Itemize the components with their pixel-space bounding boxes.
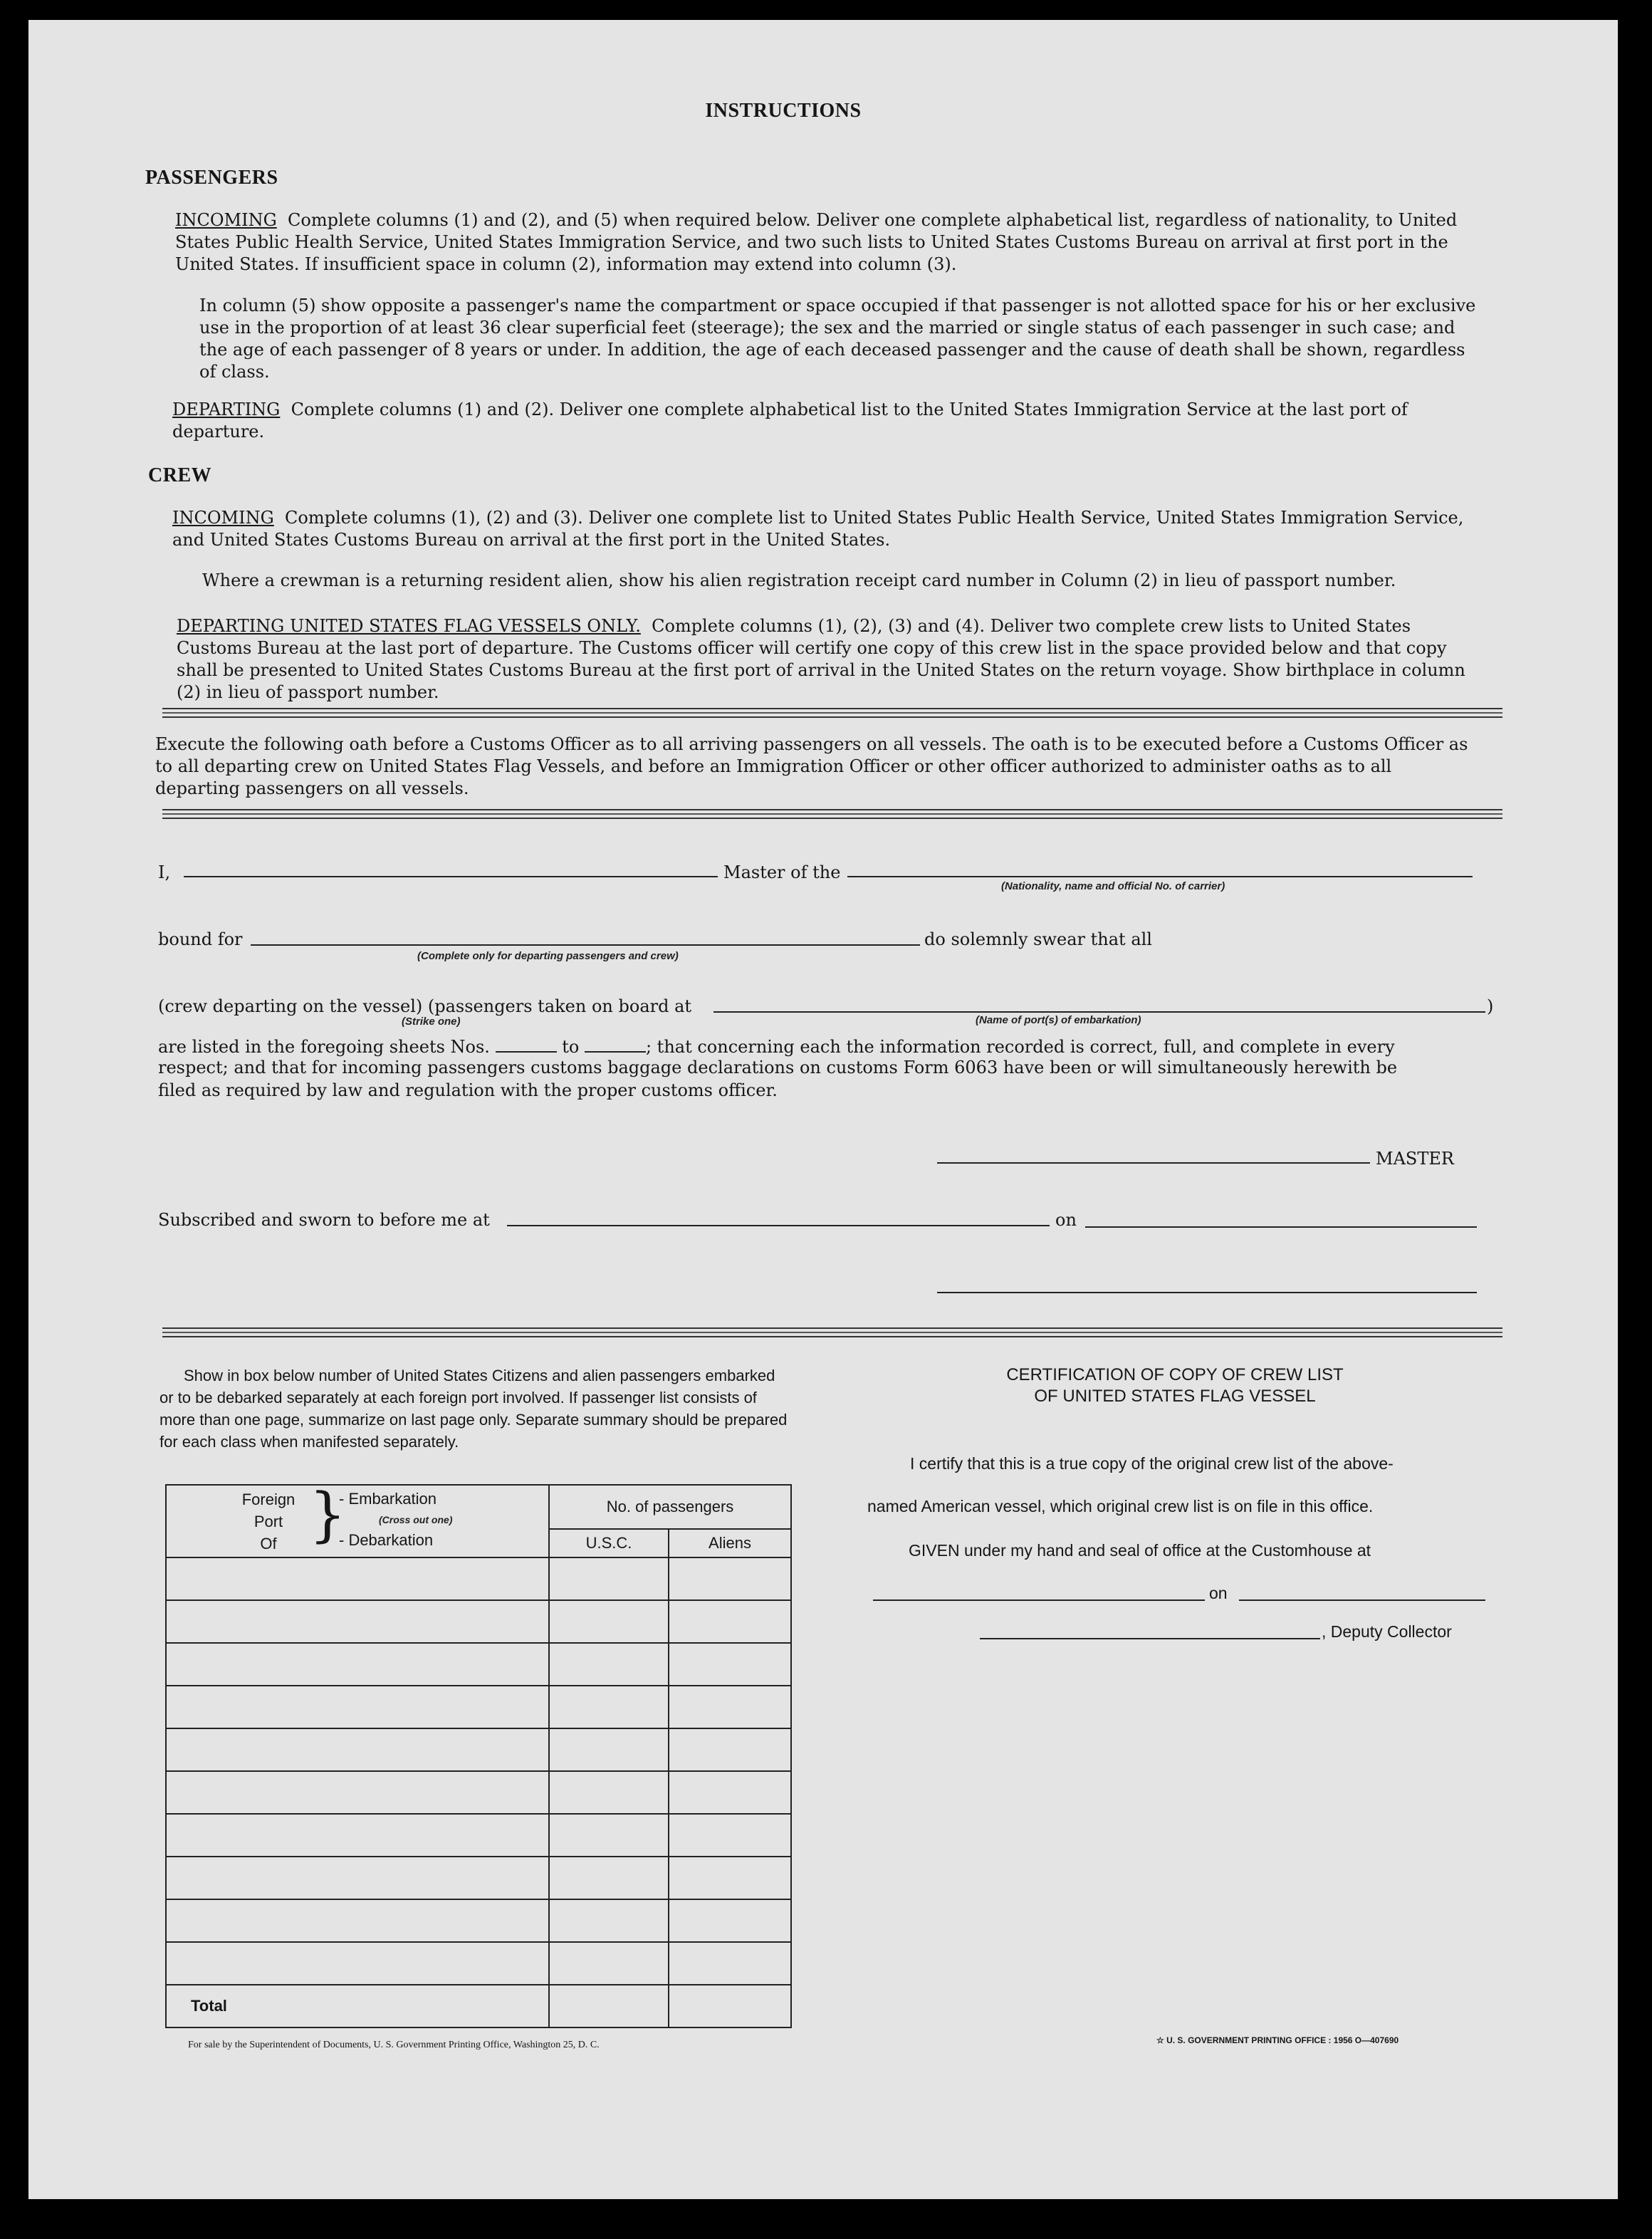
- port-cell[interactable]: [166, 1899, 549, 1942]
- table-row: [166, 1600, 791, 1643]
- master-signature-field[interactable]: [937, 1162, 1370, 1164]
- aliens-cell[interactable]: [669, 1728, 791, 1771]
- passengers-heading: PASSENGERS: [145, 167, 278, 189]
- no-of-passengers-header: No. of passengers: [549, 1485, 791, 1529]
- listed-in-line: [158, 1035, 1483, 1058]
- port-cell[interactable]: [166, 1771, 549, 1814]
- usc-cell[interactable]: [549, 1686, 669, 1728]
- usc-total-cell[interactable]: [549, 1985, 669, 2027]
- carrier-field[interactable]: [847, 876, 1473, 877]
- table-row: [166, 1728, 791, 1771]
- aliens-cell[interactable]: [669, 1814, 791, 1857]
- usc-cell[interactable]: [549, 1643, 669, 1686]
- aliens-cell[interactable]: [669, 1857, 791, 1899]
- deputy-collector-signature-field[interactable]: [980, 1638, 1320, 1639]
- port-caption: (Name of port(s) of embarkation): [976, 1014, 1141, 1026]
- crew-departing-label: DEPARTING UNITED STATES FLAG VESSELS ONLY.: [177, 616, 641, 636]
- certify-tail: ; that concerning each the information recorded is correct, full, and complete in every: [645, 1037, 1395, 1057]
- brace-icon: }: [309, 1481, 347, 1549]
- usc-cell[interactable]: [549, 1942, 669, 1985]
- passengers-incoming-block: [175, 209, 1478, 276]
- certification-line-3: GIVEN under my hand and seal of office at the Customhouse at: [909, 1541, 1371, 1560]
- crew-incoming-block: [172, 507, 1478, 551]
- usc-cell[interactable]: [549, 1857, 669, 1899]
- summary-note-text: Show in box below number of United States Citizens and alien passengers embarked or to be debarked separately at each foreign port involved. If passenger list consists of more than one page, summarize on last page only. Separate summary should be prepared for each class when manifested separately.: [160, 1367, 788, 1451]
- passengers-departing-text: Complete columns (1) and (2). Deliver one complete alphabetical list to the United States Immigration Service at the last port of departure.: [172, 400, 1408, 442]
- passengers-incoming-note: In column (5) show opposite a passenger's name the compartment or space occupied if that passenger is not allotted space for his or her exclusive use in the proportion of at least 36 clear superficial feet (steerage); the sex and the married or single status of each passenger in such case; and the age of each passenger of 8 years or under. In addition, the age of each deceased passenger and the cause of death shall be shown, regardless of class.: [199, 296, 1476, 382]
- port-cell[interactable]: [166, 1557, 549, 1600]
- passenger-summary-table: [165, 1481, 792, 2028]
- foreign-port-of-label: [229, 1488, 308, 1555]
- crew-departing-block: [177, 615, 1478, 704]
- aliens-cell[interactable]: [669, 1771, 791, 1814]
- aliens-cell[interactable]: [669, 1686, 791, 1728]
- officer-signature-field[interactable]: [937, 1292, 1477, 1293]
- embarkation-label: - Embarkation: [339, 1490, 436, 1508]
- total-label: Total: [166, 1985, 549, 2027]
- close-paren: ): [1487, 996, 1494, 1016]
- bound-caption: (Complete only for departing passengers and crew): [417, 950, 679, 962]
- summary-note: [160, 1364, 793, 1453]
- of-label: Of: [260, 1535, 277, 1552]
- form-page: [28, 20, 1618, 2199]
- usc-cell[interactable]: [549, 1899, 669, 1942]
- divider: [162, 708, 1502, 718]
- usc-cell[interactable]: [549, 1771, 669, 1814]
- crew-incoming-text: Complete columns (1), (2) and (3). Deliver one complete list to United States Public Health Service, United States Immigration Service, and United States Customs Bureau on arrival at the first port in the United States.: [172, 508, 1464, 550]
- footer-right: ☆ U. S. GOVERNMENT PRINTING OFFICE : 1956 O—407690: [1156, 2035, 1399, 2045]
- usc-cell[interactable]: [549, 1600, 669, 1643]
- to-label: to: [562, 1037, 580, 1057]
- usc-cell[interactable]: [549, 1557, 669, 1600]
- deputy-collector-label: , Deputy Collector: [1322, 1622, 1452, 1641]
- strike-caption: (Strike one): [402, 1016, 461, 1028]
- total-row: [166, 1985, 791, 2027]
- table-row: [166, 1557, 791, 1600]
- page-title: INSTRUCTIONS: [705, 100, 862, 122]
- table-row: [166, 1899, 791, 1942]
- table-row: [166, 1814, 791, 1857]
- port-cell[interactable]: [166, 1600, 549, 1643]
- debarkation-label: - Debarkation: [339, 1531, 434, 1549]
- port-cell[interactable]: [166, 1728, 549, 1771]
- subscribed-label: Subscribed and sworn to before me at: [158, 1210, 490, 1230]
- certification-title: [854, 1364, 1495, 1407]
- usc-cell[interactable]: [549, 1814, 669, 1857]
- oath-line-2: respect; and that for incoming passengers customs baggage declarations on customs Form 6063 have been or will simultaneously herewith be: [158, 1058, 1398, 1077]
- sheet-from-field[interactable]: [496, 1035, 557, 1053]
- oath-i-label: I,: [158, 862, 171, 882]
- bound-for-label: bound for: [158, 929, 243, 949]
- aliens-cell[interactable]: [669, 1942, 791, 1985]
- certification-on-label: on: [1209, 1584, 1228, 1602]
- port-cell[interactable]: [166, 1814, 549, 1857]
- divider: [162, 809, 1502, 819]
- table-row: [166, 1643, 791, 1686]
- foreign-label: Foreign: [241, 1491, 296, 1508]
- aliens-total-cell[interactable]: [669, 1985, 791, 2027]
- table-row: [166, 1857, 791, 1899]
- passengers-incoming-text: Complete columns (1) and (2), and (5) when required below. Deliver one complete alphabetical list, regardless of nationality, to United States Public Health Service, United States Immigration Service, and two such lists to United States Customs Bureau on arrival at first port in the United States. If insufficient space in column (2), information may extend into column (3).: [175, 210, 1458, 274]
- aliens-cell[interactable]: [669, 1557, 791, 1600]
- table-row: [166, 1686, 791, 1728]
- aliens-cell[interactable]: [669, 1643, 791, 1686]
- table-row: [166, 1771, 791, 1814]
- certification-line-2: named American vessel, which original crew list is on file in this office.: [867, 1497, 1374, 1515]
- port-header-cell: [166, 1481, 549, 1557]
- crew-incoming-note: Where a crewman is a returning resident alien, show his alien registration receipt card number in Column (2) in lieu of passport number.: [202, 570, 1396, 590]
- certification-date-field[interactable]: [1239, 1599, 1485, 1601]
- oath-intro: Execute the following oath before a Customs Officer as to all arriving passengers on all vessels. The oath is to be executed before a Customs Officer as to all departing crew on United States Flag Vessels, and before an Immigration Officer or other officer authorized to administer oaths as to all departing passengers on all vessels.: [155, 734, 1468, 798]
- cross-out-caption: (Cross out one): [379, 1514, 453, 1525]
- customhouse-field[interactable]: [873, 1599, 1205, 1601]
- usc-cell[interactable]: [549, 1728, 669, 1771]
- master-label: MASTER: [1376, 1149, 1454, 1169]
- port-label: Port: [253, 1513, 283, 1530]
- certification-title-line-1: CERTIFICATION OF COPY OF CREW LIST: [1006, 1365, 1344, 1384]
- listed-in-label: are listed in the foregoing sheets Nos.: [158, 1037, 490, 1057]
- port-cell[interactable]: [166, 1857, 549, 1899]
- master-name-field[interactable]: [184, 876, 718, 877]
- passengers-departing-block: [172, 399, 1478, 443]
- crew-passengers-label: (crew departing on the vessel) (passengers taken on board at: [158, 996, 692, 1016]
- aliens-cell[interactable]: [669, 1899, 791, 1942]
- port-cell[interactable]: [166, 1643, 549, 1686]
- swear-label: do solemnly swear that all: [924, 929, 1152, 949]
- master-of-the-label: Master of the: [723, 862, 841, 882]
- port-of-embarkation-field[interactable]: [713, 1011, 1485, 1013]
- certification-title-line-2: OF UNITED STATES FLAG VESSEL: [1034, 1387, 1316, 1406]
- sworn-on-label: on: [1055, 1210, 1077, 1230]
- port-cell[interactable]: [166, 1942, 549, 1985]
- table-header-row: [166, 1485, 791, 1529]
- oath-line-3: filed as required by law and regulation with the proper customs officer.: [158, 1080, 778, 1100]
- usc-header: U.S.C.: [549, 1529, 669, 1557]
- sworn-place-field[interactable]: [507, 1225, 1050, 1226]
- table-row: [166, 1942, 791, 1985]
- divider: [162, 1327, 1502, 1337]
- certification-line-1: I certify that this is a true copy of the original crew list of the above-: [910, 1454, 1394, 1473]
- bound-for-field[interactable]: [251, 944, 920, 946]
- port-cell[interactable]: [166, 1686, 549, 1728]
- aliens-cell[interactable]: [669, 1600, 791, 1643]
- crew-departing-text: Complete columns (1), (2), (3) and (4). Deliver two complete crew lists to United States Customs Bureau at the last port of departure. The Customs officer will certify one copy of this crew list in the space provided below and that copy shall be presented to United States Customs Bureau at the first port of arrival in the United States on the return voyage. Show birthplace in column (2) in lieu of passport number.: [177, 616, 1465, 702]
- aliens-header: Aliens: [669, 1529, 791, 1557]
- carrier-caption: (Nationality, name and official No. of carrier): [1001, 880, 1225, 892]
- crew-incoming-label: INCOMING: [172, 508, 274, 528]
- sheet-to-field[interactable]: [585, 1035, 646, 1053]
- footer-left: For sale by the Superintendent of Documents, U. S. Government Printing Office, Washington 25, D. C.: [188, 2040, 600, 2050]
- passengers-departing-label: DEPARTING: [172, 400, 281, 419]
- sworn-date-field[interactable]: [1085, 1226, 1477, 1228]
- passengers-incoming-label: INCOMING: [175, 210, 277, 230]
- crew-heading: CREW: [148, 464, 212, 486]
